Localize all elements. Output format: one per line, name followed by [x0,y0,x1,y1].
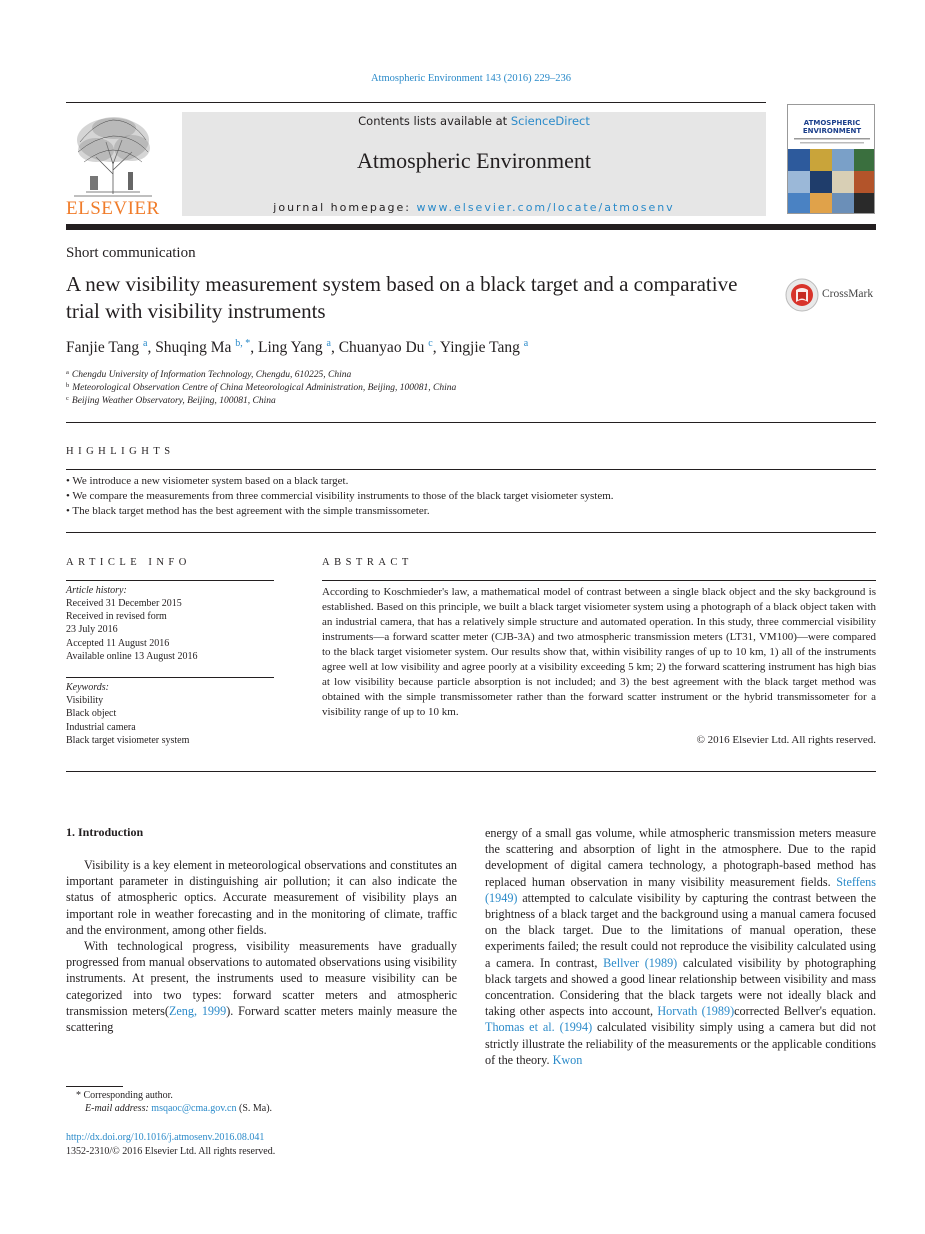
article-info-divider [66,580,274,581]
keyword: Industrial camera [66,722,136,733]
abstract-copyright: © 2016 Elsevier Ltd. All rights reserved. [696,734,876,746]
highlights-top-divider [66,422,876,423]
author-affiliation-mark[interactable]: b, * [235,338,251,349]
author-list: Fanjie Tang $^a$, Shuqing Ma $^{b, *}$, Ling Yang $^a$, Chuanyao Du $^c$, Yingjie Tang $^a$ [66,338,529,356]
body-paragraph [66,938,457,1035]
author-name[interactable]: Yingjie Tang [439,339,520,356]
cover-title: ATMOSPHERIC ENVIRONMENT [802,119,862,135]
body-text: corrected Bellver's equation. [734,1004,876,1019]
body-text: calculated visibility simply using a camera but did not strictly illustrate the reliability of the measurements or the applicable conditions of the theory. [485,1020,876,1067]
email-link[interactable]: msqaoc@cma.gov.cn [151,1103,237,1114]
author-name[interactable]: Chuanyao Du [338,339,425,356]
highlight-item: • We introduce a new visiometer system based on a black target. [66,475,349,487]
author-affiliation-mark[interactable]: a [142,338,148,349]
keyword: Black object [66,708,117,719]
body-text: With technological progress, visibility measurements have gradually progressed from manual observations to automated observations using visibility instruments. At present, the instruments used to measure visibility can be categorized into two types: forward scatter meters and atmospheric transmission meters( [66,939,457,1018]
journal-title: Atmospheric Environment [356,148,591,173]
history-line: Accepted 11 August 2016 [66,638,170,649]
keywords-divider [66,677,274,678]
abstract-heading: ABSTRACT [322,557,413,568]
affiliation [66,395,276,406]
introduction-column-right [485,825,876,1068]
citation-link[interactable]: Steffens (1949) [485,874,876,905]
abstract-text: According to Koschmieder's law, a mathematical model of contrast between a single black object and the sky background is established. Based on this principle, we built a black target visiometer system using a photograph of a black object taken with an industrial camera, that has a relatively simple structure and automated operation. In this study, three commercial visibility instruments—a forward scatter meter (CJB-3A) and two atmospheric transmission meters (LT31, VM100)—were compared to the black target visiometer system. Our results show that, within visibility ranges of up to 10 km, 1) all of the instruments agree well at low visibility and agree poorly at a visibility exceeding 5 km; 2) the forward scattering instrument has high bias at low visibility because particle absorption is not included; and 3) the best agreement with the black target method was obtained with the simple transmissometer rather than the forward scatter instrument or the hybrid transmissometer for a visibility range of up to 10 km. [322,586,876,718]
keyword: Black target visiometer system [66,735,190,746]
email-label: E-mail address: [85,1103,152,1114]
highlights-bottom-divider [66,532,876,533]
history-line: Received in revised form [66,611,167,622]
front-matter-bottom-divider [66,771,876,772]
sciencedirect-link[interactable]: ScienceDirect [510,114,590,128]
body-text: ). Forward scatter meters mainly measure the scattering [66,1003,457,1035]
abstract-divider [322,580,876,581]
homepage-line [182,201,766,214]
author-name[interactable]: Fanjie Tang [66,339,140,356]
article-info-heading: ARTICLE INFO [66,557,191,568]
cover-photo-grid [788,149,875,214]
citation-link[interactable]: Bellver (1989) [603,955,678,970]
history-line: Received 31 December 2015 [66,598,182,609]
history-line: 23 July 2016 [66,624,118,635]
body-text: attempted to calculate visibility by capturing the contrast between the brightness of a black target and the background using a manual camera focused on the black target. Due to the limitations of manual operation, these experiments failed; the result could not reproduce the visibility calculated using a camera. In contrast, [485,890,876,970]
email-suffix: (S. Ma). [236,1103,273,1114]
highlight-item: • The black target method has the best agreement with the simple transmissometer. [66,505,430,517]
author-affiliation-mark[interactable]: c [428,338,433,349]
body-paragraph: Visibility is a key element in meteorological observations and constitutes an important parameter in distinguishing air pollution; it can also indicate the status of atmospheric optics. Accurate measurement of visibility plays an important role in weather forecasting and in the monitoring of climate, traffic and the environment, among other fields. [66,858,457,937]
body-text: calculated visibility by photographing black targets and showed a good linear relationship between visibility and mass concentration. Considering that the black targets were not ideally black and taking other aspects into account, [485,955,876,1019]
citation-link[interactable]: Thomas et al. (1994) [485,1020,593,1035]
affiliation [66,369,351,380]
history-label: Article history: [66,585,127,596]
homepage-prefix: journal homepage: [273,201,417,214]
highlights-heading: HIGHLIGHTS [66,446,175,457]
body-text: energy of a small gas volume, while atmospheric transmission meters measure the scattering and absorption of light in the atmosphere. Due to the rapid development of digital camera technology, a photograph-based method has replaced human observation in many visibility measurement fields. [485,826,876,889]
issn-copyright: 1352-2310/© 2016 Elsevier Ltd. All rights reserved. [66,1146,276,1157]
corresponding-author-note: * Corresponding author. [76,1090,173,1101]
keyword: Visibility [66,695,104,706]
cover-subtitle-lines [794,137,870,147]
history-line: Available online 13 August 2016 [66,651,198,662]
top-divider [66,102,766,103]
journal-reference[interactable]: Atmospheric Environment 143 (2016) 229–236 [370,73,572,84]
affiliation-mark: a [66,369,69,376]
email-note [85,1103,272,1114]
body-paragraph [485,825,876,1068]
affiliation-text: Chengdu University of Information Technology, Chengdu, 610225, China [71,370,352,380]
author-name[interactable]: Ling Yang [258,339,323,356]
citation-link[interactable]: Kwon [552,1052,583,1067]
affiliation-text: Meteorological Observation Centre of China Meteorological Administration, Beijing, 100081, China [72,383,457,393]
keywords-label: Keywords: [66,682,109,693]
elsevier-wordmark: ELSEVIER [66,198,160,219]
doi-link[interactable]: http://dx.doi.org/10.1016/j.atmosenv.2016.08.041 [66,1132,265,1143]
affiliation-mark: b [66,382,70,389]
highlights-divider [66,469,876,470]
contents-prefix: Contents lists available at [358,114,511,128]
affiliation [66,382,456,393]
crossmark-label[interactable]: CrossMark [822,288,874,300]
introduction-heading: 1. Introduction [66,825,144,839]
author-name[interactable]: Shuqing Ma [155,339,232,356]
citation-link[interactable]: Zeng, 1999 [168,1003,227,1018]
footnote-divider [66,1086,123,1087]
header-thick-divider [66,224,876,230]
article-title: A new visibility measurement system based on a black target and a comparative trial with visibility instruments [66,272,738,323]
contents-line [182,114,766,128]
author-affiliation-mark[interactable]: a [326,338,331,349]
affiliation-text: Beijing Weather Observatory, Beijing, 100081, China [71,396,276,406]
section-type: Short communication [66,245,196,261]
author-affiliation-mark[interactable]: a [523,338,529,349]
citation-link[interactable]: Horvath (1989) [657,1004,735,1019]
introduction-column-left [66,857,457,1035]
affiliation-mark: c [66,395,69,402]
homepage-link[interactable]: www.elsevier.com/locate/atmosenv [416,201,675,214]
highlight-item: • We compare the measurements from three commercial visibility instruments to those of the black target visiometer system. [66,490,614,502]
journal-cover-image[interactable] [787,104,875,214]
